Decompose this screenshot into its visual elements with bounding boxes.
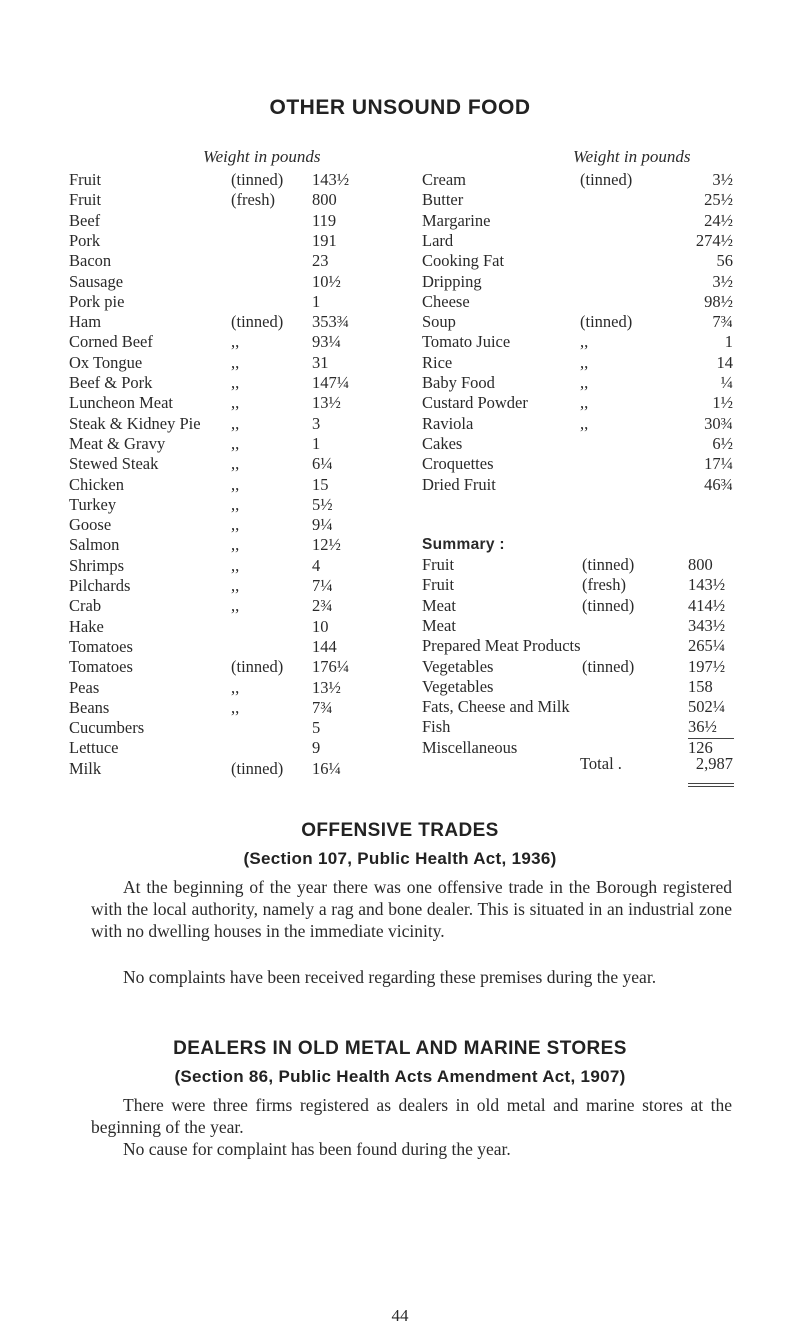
right-table-item-name: Soup — [422, 312, 456, 332]
left-table-item-weight: 119 — [312, 210, 337, 230]
left-table-item-weight: 93¼ — [312, 332, 341, 352]
left-table-item-weight: 6¼ — [312, 454, 333, 474]
summary-item-weight: 800 — [688, 555, 713, 574]
total-double-rule-top — [688, 783, 734, 784]
left-table-item-name: Lettuce — [69, 738, 119, 758]
right-table-item-name: Dried Fruit — [422, 474, 496, 494]
left-table-item-weight: 5 — [312, 718, 321, 738]
right-table-item-qualifier: ,, — [580, 373, 589, 392]
dealers-heading: DEALERS IN OLD METAL AND MARINE STORES — [173, 1038, 627, 1059]
right-table-item-name: Cheese — [422, 291, 470, 311]
left-table-item-qualifier: ,, — [231, 413, 240, 433]
left-table-item-name: Pork pie — [69, 291, 125, 311]
left-table-item-weight: 10½ — [312, 271, 341, 291]
left-table-item-qualifier: ,, — [231, 515, 240, 535]
offensive-trades-heading: OFFENSIVE TRADES — [301, 820, 499, 841]
dealers-subheading: (Section 86, Public Health Acts Amendment Act, 1907) — [174, 1067, 626, 1086]
left-table-item-name: Turkey — [69, 494, 117, 514]
right-table-item-weight: 56 — [716, 251, 733, 271]
left-table-item-weight: 3 — [312, 413, 321, 433]
left-table-item-name: Peas — [69, 677, 100, 697]
right-table-item-name: Tomato Juice — [422, 332, 511, 352]
left-table-item-name: Milk — [69, 758, 102, 778]
right-table-item-weight: 1 — [724, 332, 733, 352]
left-table-item-qualifier: ,, — [231, 555, 240, 575]
left-table-item-weight: 9 — [312, 738, 321, 758]
left-table-item-name: Fruit — [69, 190, 102, 210]
right-table-item-name: Raviola — [422, 413, 474, 433]
right-table-item-name: Cream — [422, 170, 466, 189]
left-table-item-name: Pork — [69, 230, 101, 250]
summary-item-name: Prepared Meat Products — [422, 636, 581, 656]
left-table-item-name: Ox Tongue — [69, 352, 143, 372]
summary-item-qualifier: (tinned) — [582, 595, 635, 615]
left-table-item-qualifier: ,, — [231, 373, 240, 392]
summary-item-weight: 36½ — [688, 717, 717, 737]
left-table-item-name: Chicken — [69, 474, 124, 494]
summary-item-weight: 126 — [688, 737, 713, 757]
summary-item-qualifier: (tinned) — [582, 656, 635, 676]
right-table-item-name: Croquettes — [422, 454, 494, 474]
left-table-item-qualifier: ,, — [231, 474, 240, 494]
left-table-item-weight: 1 — [312, 433, 321, 453]
summary-item-name: Fruit — [422, 555, 455, 574]
summary-item-weight: 143½ — [688, 575, 726, 595]
left-table-item-qualifier: (tinned) — [231, 758, 284, 778]
left-table-item-weight: 10 — [312, 616, 329, 636]
left-table-item-name: Salmon — [69, 535, 120, 555]
left-table-item-qualifier: ,, — [231, 697, 240, 717]
left-table-item-qualifier: ,, — [231, 576, 240, 595]
summary-item-name: Vegetables — [422, 656, 494, 676]
left-table-item-weight: 800 — [312, 190, 337, 210]
summary-item-name: Meat — [422, 615, 456, 635]
offensive-trades-paragraph-1: At the beginning of the year there was one offensive trade in the Borough registered with the local authority, namely a rag and bone dealer. This is situated in an industrial zone with no dwelling houses in the immediate vicinity. — [91, 877, 732, 941]
left-table-item-name: Pilchards — [69, 576, 131, 595]
right-table-item-weight: 30¾ — [704, 413, 733, 433]
left-table-item-qualifier: ,, — [231, 535, 240, 555]
left-table-item-name: Fruit — [69, 170, 102, 189]
left-table-item-weight: 5½ — [312, 494, 333, 514]
left-table-item-weight: 12½ — [312, 535, 341, 555]
summary-item-name: Miscellaneous — [422, 737, 518, 757]
right-table-item-name: Custard Powder — [422, 393, 528, 413]
summary-item-weight: 197½ — [688, 656, 726, 676]
left-table-item-qualifier: ,, — [231, 677, 240, 697]
right-table-item-weight: 14 — [716, 352, 733, 372]
left-table-item-name: Beef — [69, 210, 101, 230]
left-table-item-weight: 4 — [312, 555, 321, 575]
left-table-item-qualifier: (fresh) — [231, 190, 275, 210]
summary-item-name: Vegetables — [422, 676, 494, 696]
right-table-item-name: Cooking Fat — [422, 251, 505, 271]
left-table-item-name: Tomatoes — [69, 636, 133, 656]
left-table-item-qualifier: ,, — [231, 332, 240, 352]
left-table-item-name: Sausage — [69, 271, 124, 291]
summary-item-weight: 502¼ — [688, 697, 726, 717]
summary-item-weight: 343½ — [688, 615, 726, 635]
left-table-item-qualifier: (tinned) — [231, 170, 284, 189]
left-table-item-weight: 9¼ — [312, 515, 333, 535]
summary-item-qualifier: (fresh) — [582, 575, 626, 595]
left-table-item-weight: 191 — [312, 230, 337, 250]
right-table-item-qualifier: (tinned) — [580, 312, 633, 332]
left-table-item-weight: 7¼ — [312, 576, 333, 595]
left-table-item-name: Corned Beef — [69, 332, 153, 352]
left-table-item-weight: 147¼ — [312, 373, 350, 392]
left-table-item-name: Meat & Gravy — [69, 433, 166, 453]
right-table-item-weight: 7¾ — [712, 312, 733, 332]
left-table-item-weight: 13½ — [312, 393, 341, 413]
left-table-item-weight: 144 — [312, 636, 337, 656]
left-table-item-weight: 16¼ — [312, 758, 341, 778]
left-table-item-weight: 1 — [312, 291, 321, 311]
left-table-item-qualifier: (tinned) — [231, 657, 284, 677]
offensive-trades-subheading: (Section 107, Public Health Act, 1936) — [243, 849, 557, 868]
left-table-item-name: Stewed Steak — [69, 454, 159, 474]
left-table-item-name: Cucumbers — [69, 718, 145, 738]
summary-item-weight: 158 — [688, 676, 713, 696]
left-table-item-name: Beans — [69, 697, 110, 717]
right-table-item-weight: 25½ — [704, 190, 733, 210]
left-table-item-name: Hake — [69, 616, 104, 636]
left-table-item-name: Goose — [69, 515, 112, 535]
left-table-item-name: Steak & Kidney Pie — [69, 413, 201, 433]
summary-label: Summary : — [422, 536, 505, 553]
left-table-item-weight: 13½ — [312, 677, 341, 697]
left-table-item-weight: 23 — [312, 251, 329, 271]
dealers-paragraph-1: There were three firms registered as dealers in old metal and marine stores at the beginning of the year. — [91, 1095, 732, 1137]
left-table-item-qualifier: ,, — [231, 433, 240, 453]
right-table-item-name: Butter — [422, 190, 464, 210]
summary-item-name: Fruit — [422, 575, 455, 595]
left-table-item-name: Shrimps — [69, 555, 125, 575]
left-table-item-name: Luncheon Meat — [69, 393, 174, 413]
right-table-item-qualifier: ,, — [580, 413, 589, 433]
total-value: 2,987 — [695, 754, 733, 773]
right-table-item-weight: 1½ — [712, 393, 733, 413]
right-table-item-weight: 98½ — [704, 291, 733, 311]
left-table-item-weight: 176¼ — [312, 657, 350, 677]
right-table-item-qualifier: ,, — [580, 352, 589, 372]
left-table-item-name: Crab — [69, 596, 102, 616]
right-column-header: Weight in pounds — [573, 147, 691, 166]
right-table-item-name: Cakes — [422, 433, 463, 453]
right-table-item-weight: 24½ — [704, 210, 733, 230]
right-table-item-weight: 17¼ — [704, 454, 733, 474]
left-table-item-weight: 15 — [312, 474, 329, 494]
left-table-item-qualifier: ,, — [231, 352, 240, 372]
left-table-item-name: Bacon — [69, 251, 112, 271]
right-table-item-name: Dripping — [422, 271, 482, 291]
right-table-item-name: Rice — [422, 352, 453, 372]
left-table-item-qualifier: ,, — [231, 596, 240, 616]
offensive-trades-paragraph-2: No complaints have been received regarding these premises during the year. — [123, 967, 657, 987]
left-table-item-weight: 353¾ — [312, 312, 350, 332]
right-table-item-weight: ¼ — [720, 373, 733, 392]
summary-item-weight: 265¼ — [688, 636, 726, 656]
right-table-item-weight: 3½ — [712, 170, 733, 189]
left-table-item-qualifier: ,, — [231, 454, 240, 474]
summary-item-weight: 414½ — [688, 595, 726, 615]
left-table-item-weight: 31 — [312, 352, 329, 372]
right-table-item-name: Margarine — [422, 210, 491, 230]
left-table-item-qualifier: ,, — [231, 494, 240, 514]
right-table-item-name: Baby Food — [422, 373, 495, 392]
right-table-item-weight: 6½ — [712, 433, 733, 453]
summary-item-qualifier: (tinned) — [582, 555, 635, 574]
left-table-item-qualifier: (tinned) — [231, 312, 284, 332]
left-column-header: Weight in pounds — [203, 147, 321, 166]
summary-item-name: Fats, Cheese and Milk — [422, 697, 570, 717]
left-table-item-weight: 7¾ — [312, 697, 333, 717]
summary-item-name: Fish — [422, 717, 451, 737]
total-label: Total . — [580, 754, 622, 773]
left-table-item-name: Beef & Pork — [69, 373, 153, 392]
dealers-paragraph-2: No cause for complaint has been found during the year. — [123, 1139, 511, 1159]
left-table-item-weight: 2¾ — [312, 596, 333, 616]
page-number: 44 — [391, 1306, 409, 1325]
left-table-item-weight: 143½ — [312, 170, 350, 189]
page-title: OTHER UNSOUND FOOD — [269, 96, 531, 119]
left-table-item-qualifier: ,, — [231, 393, 240, 413]
right-table-item-qualifier: ,, — [580, 332, 589, 352]
left-table-item-name: Tomatoes — [69, 657, 133, 677]
total-double-rule-bottom — [688, 786, 734, 787]
right-table-item-qualifier: (tinned) — [580, 170, 633, 189]
summary-item-name: Meat — [422, 595, 456, 615]
right-table-item-weight: 274½ — [695, 230, 733, 250]
right-table-item-qualifier: ,, — [580, 393, 589, 413]
right-table-item-weight: 3½ — [712, 271, 733, 291]
total-rule — [688, 738, 734, 739]
right-table-item-weight: 46¾ — [704, 474, 733, 494]
right-table-item-name: Lard — [422, 230, 454, 250]
left-table-item-name: Ham — [69, 312, 102, 332]
